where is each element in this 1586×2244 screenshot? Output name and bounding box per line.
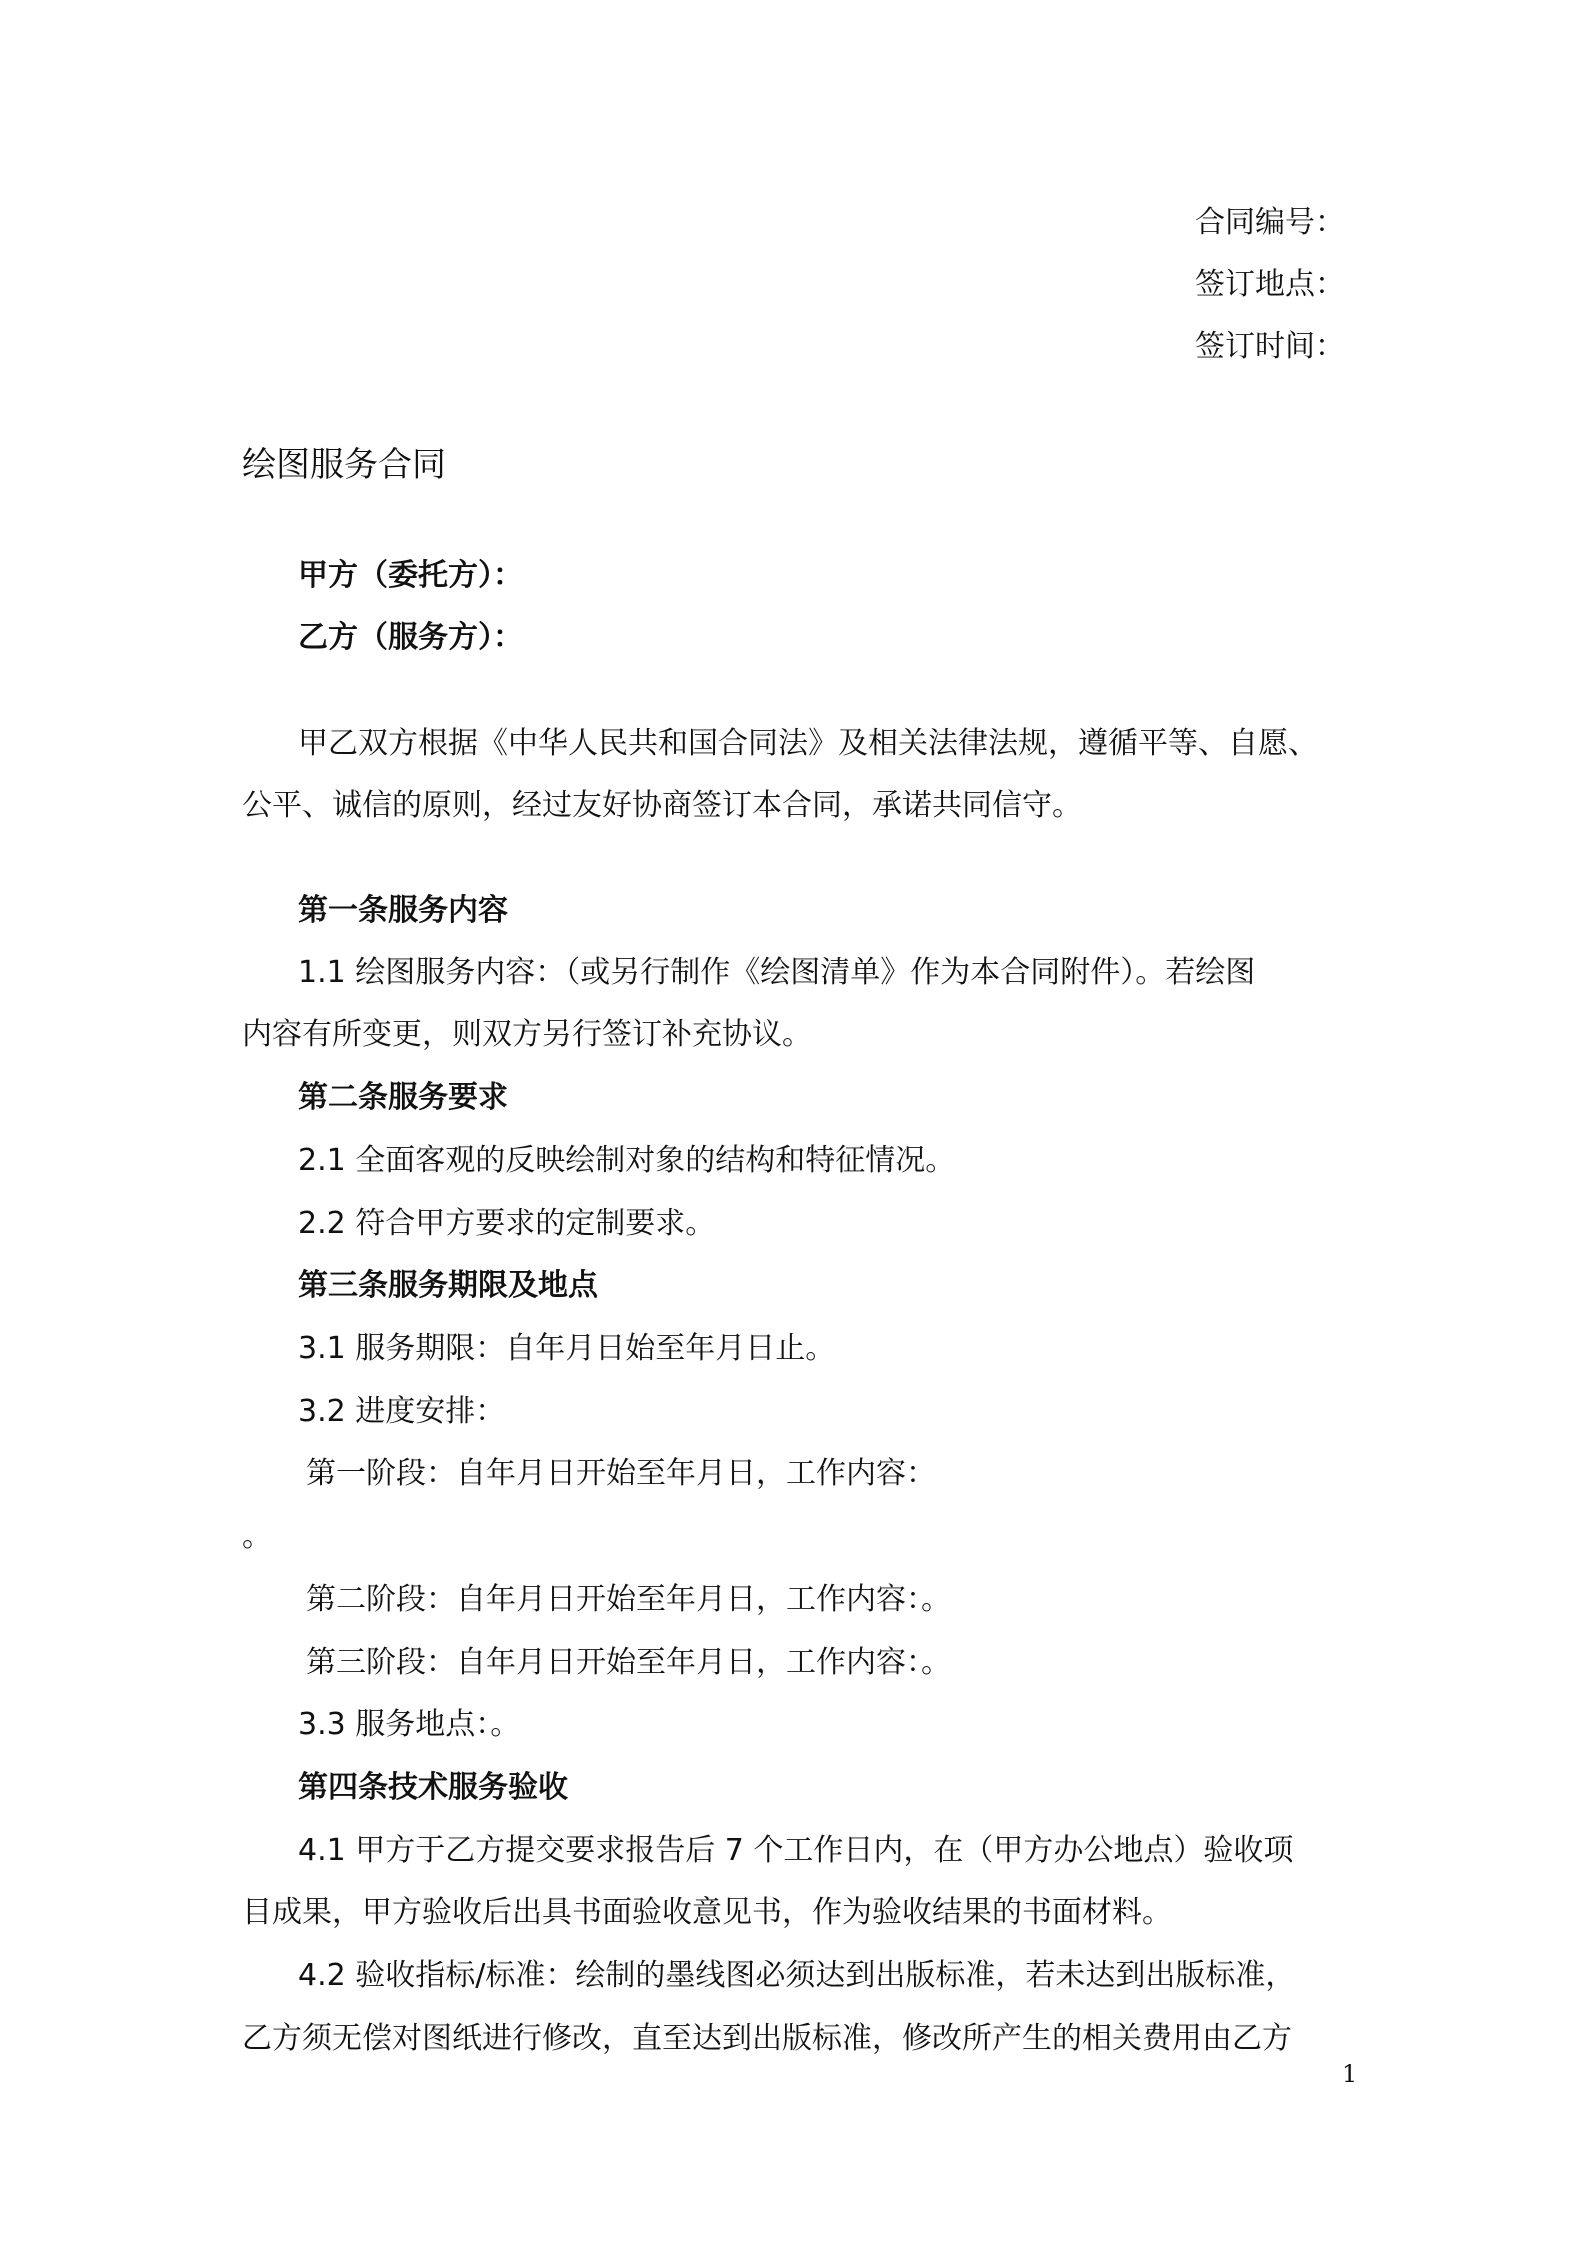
article-4-heading: 第四条技术服务验收 [298, 1770, 568, 1805]
article-3-stage-3: 第三阶段：自年月日开始至年月日，工作内容：。 [306, 1645, 951, 1680]
article-2-para-1: 2.1 全面客观的反映绘制对象的结构和特征情况。 [298, 1143, 956, 1178]
article-3-para-2: 3.2 进度安排： [298, 1394, 506, 1429]
article-4-para-1-line-2: 目成果，甲方验收后出具书面验收意见书，作为验收结果的书面材料。 [242, 1895, 1172, 1930]
document-title: 绘图服务合同 [242, 445, 446, 485]
article-3-stage-1-end: 。 [242, 1519, 272, 1554]
article-1-para-1-line-2: 内容有所变更，则双方另行签订补充协议。 [242, 1017, 812, 1052]
article-3-para-3: 3.3 服务地点：。 [298, 1707, 521, 1742]
page-number: 1 [1342, 2060, 1358, 2088]
article-1-heading: 第一条服务内容 [298, 893, 508, 928]
article-3-stage-1: 第一阶段：自年月日开始至年月日，工作内容： [306, 1456, 936, 1491]
party-a-label: 甲方（委托方）： [298, 558, 523, 593]
signing-time-label: 签订时间： [1195, 329, 1345, 364]
preamble-line-2: 公平、诚信的原则，经过友好协商签订本合同，承诺共同信守。 [242, 788, 1082, 823]
contract-number-label: 合同编号： [1195, 205, 1345, 240]
article-4-para-2-line-1: 4.2 验收指标/标准：绘制的墨线图必须达到出版标准，若未达到出版标准， [298, 1958, 1296, 1993]
signing-place-label: 签订地点： [1195, 267, 1345, 302]
article-3-stage-2: 第二阶段：自年月日开始至年月日，工作内容：。 [306, 1582, 951, 1617]
article-2-heading: 第二条服务要求 [298, 1080, 508, 1115]
article-3-para-1: 3.1 服务期限：自年月日始至年月日止。 [298, 1331, 836, 1366]
article-2-para-2: 2.2 符合甲方要求的定制要求。 [298, 1206, 716, 1241]
party-b-label: 乙方（服务方）： [298, 620, 523, 655]
article-1-para-1-line-1: 1.1 绘图服务内容：（或另行制作《绘图清单》作为本合同附件）。若绘图 [298, 955, 1256, 990]
preamble-line-1: 甲乙双方根据《中华人民共和国合同法》及相关法律法规，遵循平等、自愿、 [298, 726, 1318, 761]
article-3-heading: 第三条服务期限及地点 [298, 1268, 598, 1303]
article-4-para-1-line-1: 4.1 甲方于乙方提交要求报告后 7 个工作日内，在（甲方办公地点）验收项 [298, 1833, 1294, 1868]
article-4-para-2-line-2: 乙方须无偿对图纸进行修改，直至达到出版标准，修改所产生的相关费用由乙方 [242, 2021, 1292, 2056]
